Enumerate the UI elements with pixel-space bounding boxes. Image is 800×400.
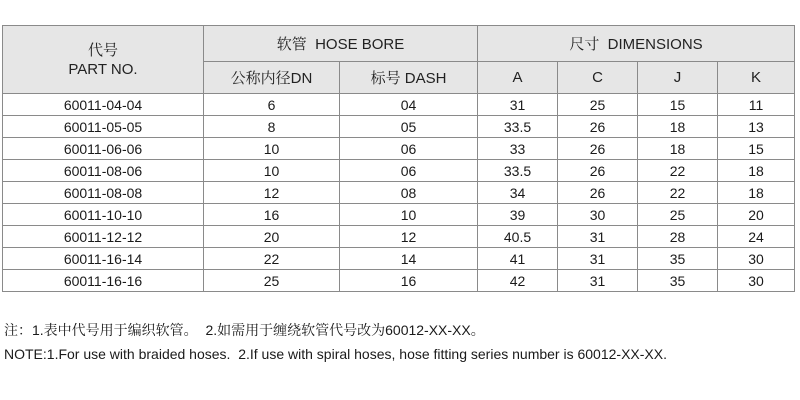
table-row — [3, 94, 795, 116]
table-row — [3, 270, 795, 292]
table-row — [3, 182, 795, 204]
dash-cell: 14 — [340, 248, 478, 270]
col-k-header: K — [718, 62, 795, 94]
notes — [4, 318, 794, 366]
dim-a-cell: 33.5 — [478, 160, 558, 182]
part-no-cell: 60011-05-05 — [3, 116, 204, 138]
dash-cell: 05 — [340, 116, 478, 138]
dash-cell: 08 — [340, 182, 478, 204]
dim-c-cell: 26 — [558, 138, 638, 160]
dim-c-cell: 26 — [558, 160, 638, 182]
part-no-cell: 60011-08-06 — [3, 160, 204, 182]
dash-cell: 16 — [340, 270, 478, 292]
part-no-cell: 60011-08-08 — [3, 182, 204, 204]
dim-c-cell: 26 — [558, 116, 638, 138]
dn-cell: 10 — [204, 160, 340, 182]
dash-cell: 06 — [340, 160, 478, 182]
table-body — [3, 94, 795, 292]
dn-cell: 10 — [204, 138, 340, 160]
header-row-top — [3, 26, 795, 62]
hose-bore-header: 软管 HOSE BORE — [204, 26, 478, 62]
table-row — [3, 204, 795, 226]
dim-a-cell: 34 — [478, 182, 558, 204]
dim-k-cell: 30 — [718, 248, 795, 270]
dim-j-cell: 35 — [638, 270, 718, 292]
part-no-header — [3, 26, 204, 94]
dn-cell: 20 — [204, 226, 340, 248]
dim-j-cell: 22 — [638, 160, 718, 182]
dash-cell: 12 — [340, 226, 478, 248]
col-j-header: J — [638, 62, 718, 94]
dim-k-cell: 11 — [718, 94, 795, 116]
dim-a-cell: 40.5 — [478, 226, 558, 248]
dim-j-cell: 28 — [638, 226, 718, 248]
table-row — [3, 226, 795, 248]
dn-cell: 8 — [204, 116, 340, 138]
part-no-cell: 60011-06-06 — [3, 138, 204, 160]
dim-c-cell: 31 — [558, 270, 638, 292]
part-no-header-cn: 代号 — [87, 41, 118, 59]
dim-c-cell: 31 — [558, 226, 638, 248]
dim-j-cell: 22 — [638, 182, 718, 204]
table-row — [3, 160, 795, 182]
dash-header: 标号 DASH — [340, 62, 478, 94]
dim-c-cell: 25 — [558, 94, 638, 116]
part-no-header-en: PART NO. — [68, 60, 138, 78]
dim-j-cell: 15 — [638, 94, 718, 116]
dim-k-cell: 18 — [718, 182, 795, 204]
table-header — [3, 26, 795, 94]
dn-cell: 12 — [204, 182, 340, 204]
note-en: NOTE:1.For use with braided hoses. 2.If use with spiral hoses, hose fitting series number is 60012-XX-XX. — [4, 346, 667, 362]
dim-a-cell: 42 — [478, 270, 558, 292]
part-no-cell: 60011-10-10 — [3, 204, 204, 226]
dim-a-cell: 39 — [478, 204, 558, 226]
table-row — [3, 248, 795, 270]
col-a-header: A — [478, 62, 558, 94]
dim-j-cell: 35 — [638, 248, 718, 270]
dim-k-cell: 24 — [718, 226, 795, 248]
dim-k-cell: 15 — [718, 138, 795, 160]
dim-k-cell: 20 — [718, 204, 795, 226]
dash-cell: 06 — [340, 138, 478, 160]
dash-cell: 10 — [340, 204, 478, 226]
dn-cell: 22 — [204, 248, 340, 270]
part-no-cell: 60011-04-04 — [3, 94, 204, 116]
dim-k-cell: 18 — [718, 160, 795, 182]
dn-cell: 6 — [204, 94, 340, 116]
dim-c-cell: 30 — [558, 204, 638, 226]
dim-c-cell: 26 — [558, 182, 638, 204]
dim-a-cell: 41 — [478, 248, 558, 270]
dn-header: 公称内径DN — [204, 62, 340, 94]
dimensions-table — [2, 25, 795, 292]
table-row — [3, 138, 795, 160]
dim-k-cell: 30 — [718, 270, 795, 292]
dim-j-cell: 18 — [638, 138, 718, 160]
dim-j-cell: 25 — [638, 204, 718, 226]
note-cn: 注：1.表中代号用于编织软管。 2.如需用于缠绕软管代号改为60012-XX-XX。 — [4, 322, 485, 338]
dash-cell: 04 — [340, 94, 478, 116]
part-no-cell: 60011-12-12 — [3, 226, 204, 248]
dim-a-cell: 31 — [478, 94, 558, 116]
dim-k-cell: 13 — [718, 116, 795, 138]
dim-a-cell: 33.5 — [478, 116, 558, 138]
dim-c-cell: 31 — [558, 248, 638, 270]
dim-a-cell: 33 — [478, 138, 558, 160]
col-c-header: C — [558, 62, 638, 94]
dn-cell: 25 — [204, 270, 340, 292]
part-no-cell: 60011-16-16 — [3, 270, 204, 292]
dim-j-cell: 18 — [638, 116, 718, 138]
dn-cell: 16 — [204, 204, 340, 226]
dimensions-header: 尺寸 DIMENSIONS — [478, 26, 795, 62]
table-row — [3, 116, 795, 138]
part-no-cell: 60011-16-14 — [3, 248, 204, 270]
